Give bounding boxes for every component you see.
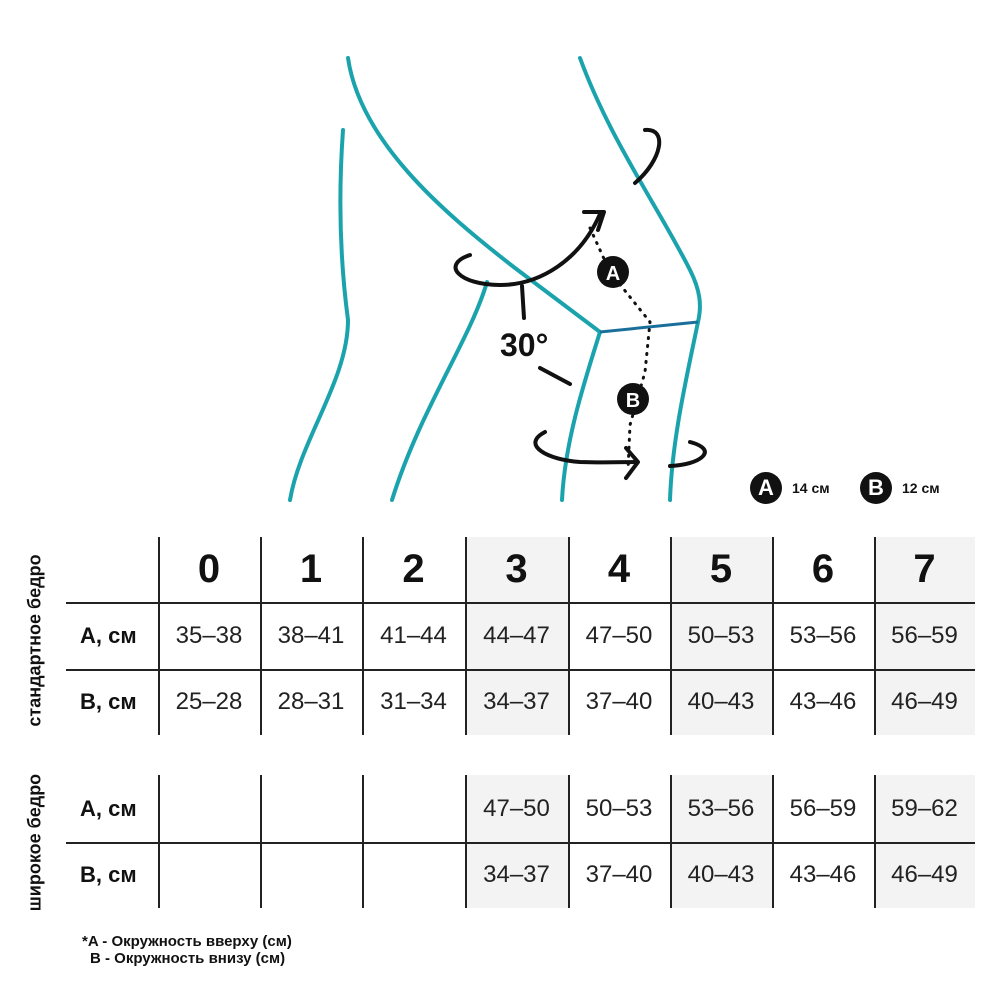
table-cell: 47–50 [585,621,653,649]
table-cell: 50–53 [585,794,653,822]
size-header: 6 [811,547,835,591]
table-rule [465,537,467,735]
table-rule [874,775,876,908]
rotation-arrow-bottom [535,432,636,462]
table-cell: 31–34 [380,688,447,715]
table-cell: 37–40 [585,688,653,715]
table-cell: 43–46 [789,861,857,888]
table-cell: 46–49 [891,688,958,715]
table-cell [260,842,362,908]
table-rule [260,537,262,735]
size-header: 0 [197,547,221,591]
table-cell: 37–40 [585,861,653,888]
angle-mark-top [522,286,524,318]
point-b-marker [617,383,649,415]
table-rule [66,669,975,671]
size-header: 7 [913,547,936,591]
table-rule [158,537,160,735]
leg-outline-calf [392,282,487,500]
table-rule [670,537,672,735]
legend-a [750,472,830,504]
table-cell: 56–59 [789,794,857,822]
table-rule [66,602,975,604]
table-cell [158,842,260,908]
table-cell: 40–43 [687,861,755,888]
point-a-marker [597,256,629,288]
size-header: 2 [402,547,425,591]
leg-outline-knee [562,332,600,500]
table-cell: 41–44 [380,621,447,649]
footnote-line-2: B - Окружность внизу (см) [90,950,286,967]
size-header: 3 [505,547,528,591]
table-cell: 35–38 [175,621,243,649]
rotation-arrow-top [456,214,600,285]
legend-b-value: 12 см [902,480,940,496]
size-header: 5 [709,547,733,591]
table-rule [158,775,160,908]
table-rule [568,775,570,908]
row-label: A, см [80,622,137,648]
size-header: 4 [607,547,631,591]
row-label: B, см [80,689,137,714]
legend-a-badge: A [750,472,782,504]
table-rule [772,775,774,908]
table-cell: 53–56 [687,794,755,822]
angle-label: 30° [500,327,549,363]
table-cell: 34–37 [483,861,550,888]
table-rule [568,537,570,735]
table-rule [670,775,672,908]
leg-outline-front [580,58,700,322]
row-label: A, см [80,795,137,821]
group-label-standard: стандартное бедро [24,554,45,727]
table-cell: 44–47 [483,621,550,649]
leg-outline-shin [670,322,698,500]
table-rule [772,537,774,735]
table-cell: 40–43 [687,688,755,715]
table-cell [362,842,465,908]
table-cell: 43–46 [789,688,857,715]
table-rule [260,775,262,908]
table-cell: 47–50 [483,794,550,822]
point-a-label: A [605,263,621,285]
table-cell: 38–41 [277,621,345,649]
leg-outline-back [290,130,348,500]
table-rule [66,842,975,844]
legend-b-badge: B [860,472,892,504]
table-cell: 53–56 [789,621,857,649]
table-cell: 28–31 [277,688,345,715]
table-rule [362,775,364,908]
legend-a-value: 14 см [792,480,830,496]
table-cell: 59–62 [891,794,958,822]
row-label: B, см [80,862,137,887]
table-cell: 56–59 [891,621,958,649]
table-cell: 25–28 [175,688,243,715]
angle-mark-bottom [540,368,570,384]
table-cell: 34–37 [483,688,550,715]
table-cell: 50–53 [687,621,755,649]
size-header: 1 [299,547,323,591]
table-cell [260,775,362,842]
leg-outline-thigh-top [348,58,600,332]
table-rule [465,775,467,908]
table-cell [362,775,465,842]
point-b-label: B [625,390,641,412]
table-cell [158,775,260,842]
table-rule [874,537,876,735]
footnote-line-1: *A - Окружность вверху (см) [82,933,292,950]
legend-b [860,472,940,504]
group-label-wide: широкое бедро [24,773,45,912]
table-rule [362,537,364,735]
table-cell: 46–49 [891,861,958,888]
